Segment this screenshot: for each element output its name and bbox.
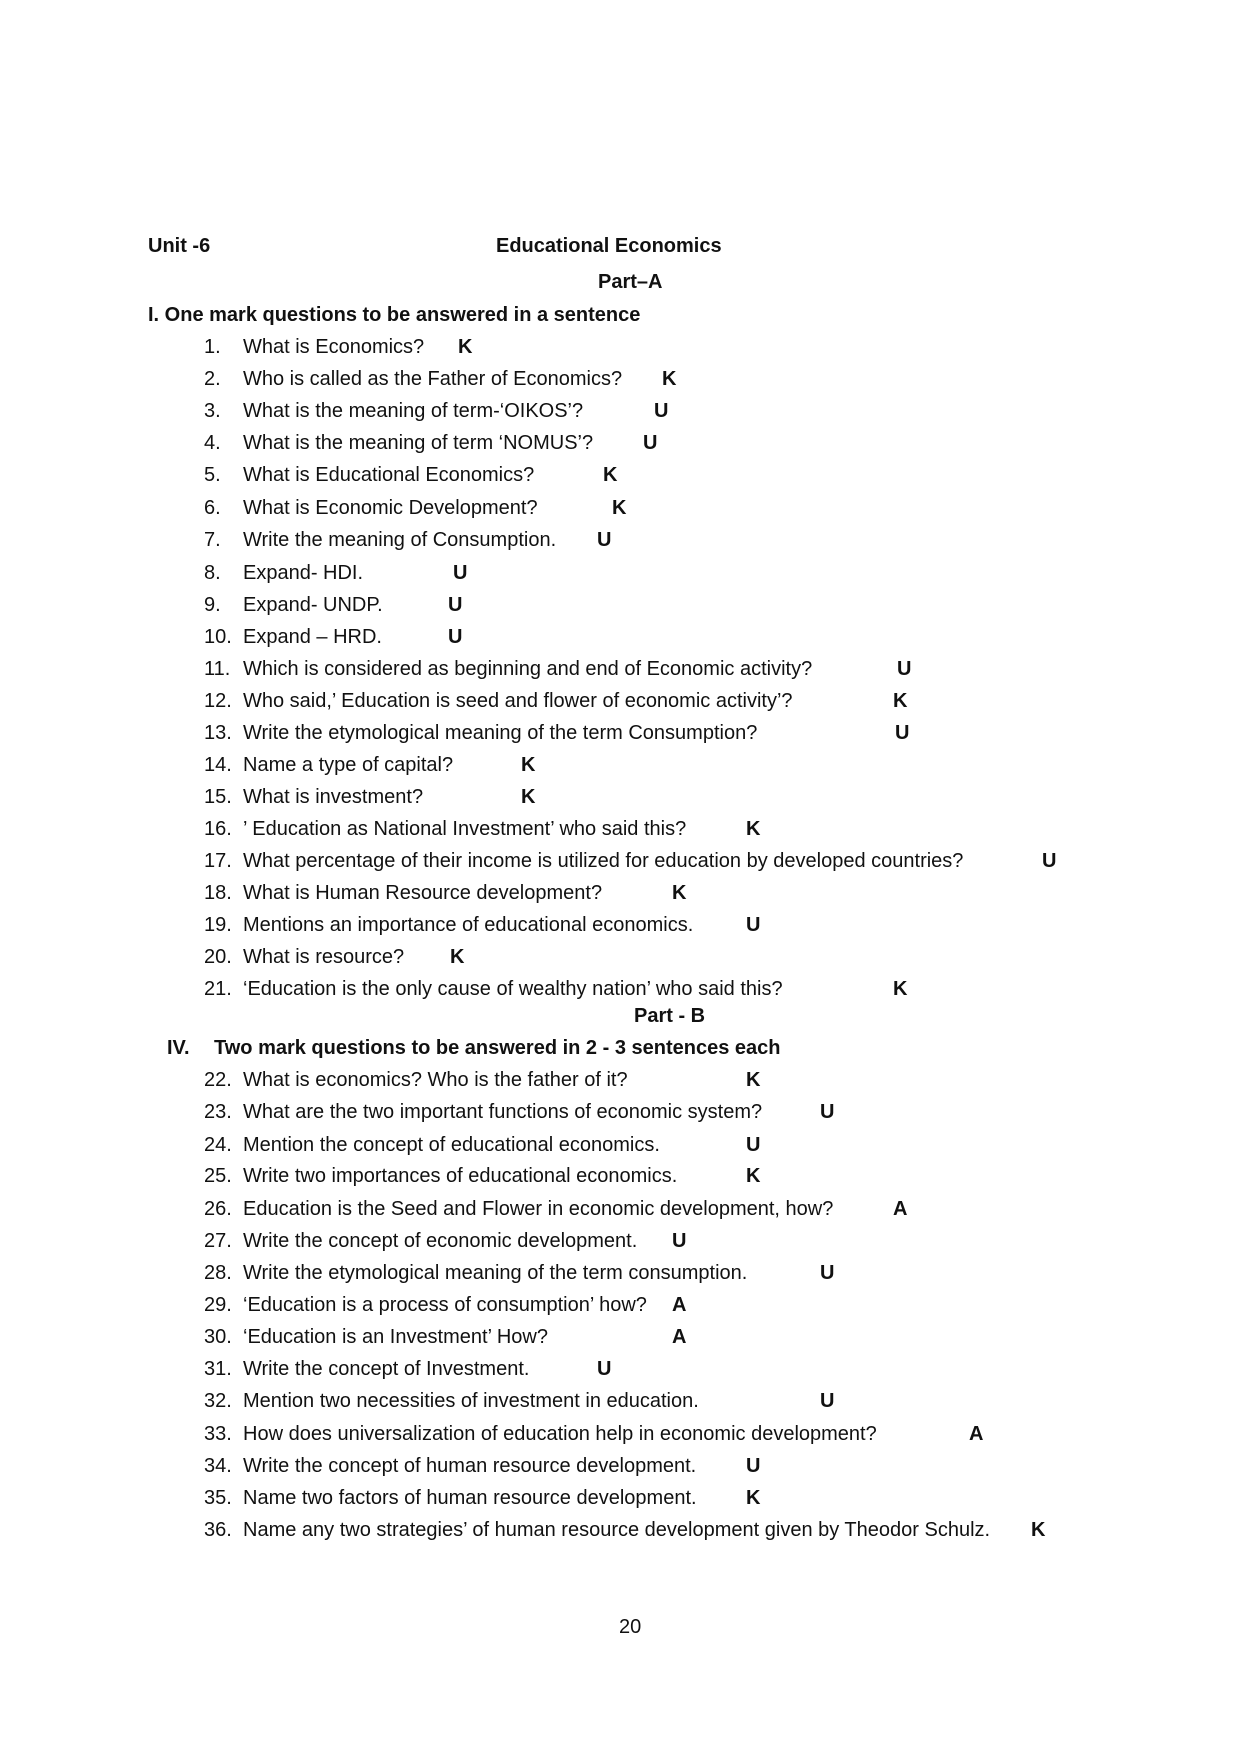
question-text: What is Economic Development?	[243, 497, 538, 519]
question-text: Expand- HDI.	[243, 562, 364, 584]
cognitive-level-marker: K	[746, 818, 761, 840]
question-number: 2.	[204, 368, 221, 390]
cognitive-level-marker: U	[597, 529, 612, 551]
question-number: 24.	[204, 1134, 232, 1156]
question-number: 3.	[204, 400, 221, 422]
cognitive-level-marker: U	[897, 658, 912, 680]
cognitive-level-marker: A	[672, 1326, 687, 1348]
question-number: 13.	[204, 722, 232, 744]
question-text: Write the etymological meaning of the term Consumption?	[243, 722, 758, 744]
question-item	[0, 1325, 1241, 1349]
question-text: Name a type of capital?	[243, 754, 454, 776]
question-item	[0, 561, 1241, 585]
question-item	[0, 367, 1241, 391]
question-text: Expand- UNDP.	[243, 594, 383, 616]
question-number: 12.	[204, 690, 232, 712]
question-text: What is Educational Economics?	[243, 464, 535, 486]
question-item	[0, 1229, 1241, 1253]
question-item	[0, 593, 1241, 617]
question-number: 4.	[204, 432, 221, 454]
question-number: 31.	[204, 1358, 232, 1380]
question-text: What percentage of their income is utilized for education by developed countries?	[243, 850, 964, 872]
cognitive-level-marker: K	[746, 1165, 761, 1187]
question-number: 33.	[204, 1423, 232, 1445]
question-item	[0, 881, 1241, 905]
question-text: What is Human Resource development?	[243, 882, 603, 904]
cognitive-level-marker: U	[1042, 850, 1057, 872]
question-item	[0, 431, 1241, 455]
cognitive-level-marker: U	[746, 914, 761, 936]
question-item	[0, 1133, 1241, 1157]
question-text: What is economics? Who is the father of it?	[243, 1069, 628, 1091]
unit-label: Unit -6	[148, 235, 211, 257]
question-text: How does universalization of education help in economic development?	[243, 1423, 877, 1445]
cognitive-level-marker: U	[643, 432, 658, 454]
question-text: Name two factors of human resource development.	[243, 1487, 697, 1509]
page-number: 20	[619, 1616, 642, 1638]
question-number: 18.	[204, 882, 232, 904]
cognitive-level-marker: A	[893, 1198, 908, 1220]
cognitive-level-marker: U	[672, 1230, 687, 1252]
cognitive-level-marker: U	[597, 1358, 612, 1380]
cognitive-level-marker: K	[521, 786, 536, 808]
part-b-label: Part - B	[634, 1005, 706, 1027]
question-item	[0, 1293, 1241, 1317]
question-number: 25.	[204, 1165, 232, 1187]
question-text: What is investment?	[243, 786, 424, 808]
question-item	[0, 721, 1241, 745]
question-item	[0, 1422, 1241, 1446]
question-item	[0, 785, 1241, 809]
question-number: 30.	[204, 1326, 232, 1348]
question-item	[0, 913, 1241, 937]
part-b-section-number: IV.	[167, 1037, 190, 1059]
question-number: 32.	[204, 1390, 232, 1412]
question-number: 5.	[204, 464, 221, 486]
question-text: Name any two strategies’ of human resource development given by Theodor Schulz.	[243, 1519, 991, 1541]
question-text: What is Economics?	[243, 336, 425, 358]
cognitive-level-marker: A	[969, 1423, 984, 1445]
question-text: What is resource?	[243, 946, 405, 968]
question-text: Write the meaning of Consumption.	[243, 529, 557, 551]
question-item	[0, 817, 1241, 841]
question-text: Which is considered as beginning and end of Economic activity?	[243, 658, 813, 680]
question-number: 20.	[204, 946, 232, 968]
question-text: ‘Education is a process of consumption’ how?	[243, 1294, 647, 1316]
cognitive-level-marker: K	[746, 1069, 761, 1091]
question-item	[0, 945, 1241, 969]
question-number: 28.	[204, 1262, 232, 1284]
question-item	[0, 1357, 1241, 1381]
question-text: What is the meaning of term-‘OIKOS’?	[243, 400, 584, 422]
cognitive-level-marker: K	[521, 754, 536, 776]
question-number: 22.	[204, 1069, 232, 1091]
question-text: Who is called as the Father of Economics?	[243, 368, 623, 390]
question-item	[0, 1486, 1241, 1510]
cognitive-level-marker: K	[458, 336, 473, 358]
question-text: ‘Education is the only cause of wealthy nation’ who said this?	[243, 978, 783, 1000]
question-number: 35.	[204, 1487, 232, 1509]
question-item	[0, 625, 1241, 649]
page-title: Educational Economics	[496, 235, 722, 257]
question-text: ‘Education is an Investment’ How?	[243, 1326, 548, 1348]
cognitive-level-marker: K	[893, 690, 908, 712]
question-item	[0, 689, 1241, 713]
question-number: 17.	[204, 850, 232, 872]
question-item	[0, 1100, 1241, 1124]
question-number: 7.	[204, 529, 221, 551]
question-number: 27.	[204, 1230, 232, 1252]
cognitive-level-marker: U	[453, 562, 468, 584]
cognitive-level-marker: K	[662, 368, 677, 390]
question-text: Write the concept of human resource development.	[243, 1455, 697, 1477]
cognitive-level-marker: K	[672, 882, 687, 904]
part-b-section-heading: Two mark questions to be answered in 2 - 3 sentences each	[214, 1037, 781, 1059]
cognitive-level-marker: U	[448, 626, 463, 648]
cognitive-level-marker: U	[820, 1101, 835, 1123]
question-item	[0, 335, 1241, 359]
question-text: Mentions an importance of educational economics.	[243, 914, 694, 936]
question-text: What are the two important functions of economic system?	[243, 1101, 763, 1123]
part-a-section-heading: I. One mark questions to be answered in a sentence	[148, 304, 641, 326]
cognitive-level-marker: K	[450, 946, 465, 968]
question-number: 10.	[204, 626, 232, 648]
question-number: 29.	[204, 1294, 232, 1316]
question-number: 19.	[204, 914, 232, 936]
question-item	[0, 977, 1241, 1001]
cognitive-level-marker: U	[746, 1134, 761, 1156]
question-item	[0, 1068, 1241, 1092]
cognitive-level-marker: K	[603, 464, 618, 486]
question-number: 6.	[204, 497, 221, 519]
question-item	[0, 657, 1241, 681]
question-text: Who said,’ Education is seed and flower of economic activity’?	[243, 690, 793, 712]
question-text: Write the concept of economic development.	[243, 1230, 638, 1252]
cognitive-level-marker: K	[893, 978, 908, 1000]
question-item	[0, 528, 1241, 552]
question-text: Expand – HRD.	[243, 626, 382, 648]
question-item	[0, 1454, 1241, 1478]
question-item	[0, 1261, 1241, 1285]
cognitive-level-marker: U	[654, 400, 669, 422]
part-a-label: Part–A	[598, 271, 663, 293]
cognitive-level-marker: K	[746, 1487, 761, 1509]
question-item	[0, 496, 1241, 520]
question-number: 26.	[204, 1198, 232, 1220]
question-text: Write the etymological meaning of the term consumption.	[243, 1262, 748, 1284]
question-item	[0, 463, 1241, 487]
question-number: 9.	[204, 594, 221, 616]
question-number: 11.	[204, 658, 231, 680]
question-number: 36.	[204, 1519, 232, 1541]
cognitive-level-marker: U	[746, 1455, 761, 1477]
question-text: Write the concept of Investment.	[243, 1358, 530, 1380]
question-item	[0, 1518, 1241, 1542]
question-text: What is the meaning of term ‘NOMUS’?	[243, 432, 594, 454]
cognitive-level-marker: A	[672, 1294, 687, 1316]
cognitive-level-marker: U	[895, 722, 910, 744]
cognitive-level-marker: U	[820, 1262, 835, 1284]
question-number: 14.	[204, 754, 232, 776]
question-number: 1.	[204, 336, 221, 358]
cognitive-level-marker: K	[1031, 1519, 1046, 1541]
question-item	[0, 849, 1241, 873]
question-item	[0, 753, 1241, 777]
question-text: Education is the Seed and Flower in economic development, how?	[243, 1198, 834, 1220]
question-number: 34.	[204, 1455, 232, 1477]
cognitive-level-marker: K	[612, 497, 627, 519]
question-number: 8.	[204, 562, 221, 584]
question-item	[0, 399, 1241, 423]
question-item	[0, 1164, 1241, 1188]
cognitive-level-marker: U	[448, 594, 463, 616]
question-number: 21.	[204, 978, 232, 1000]
question-number: 15.	[204, 786, 232, 808]
question-item	[0, 1389, 1241, 1413]
question-item	[0, 1197, 1241, 1221]
question-number: 23.	[204, 1101, 232, 1123]
question-text: Write two importances of educational economics.	[243, 1165, 678, 1187]
question-text: Mention two necessities of investment in education.	[243, 1390, 699, 1412]
question-text: ’ Education as National Investment’ who said this?	[243, 818, 687, 840]
cognitive-level-marker: U	[820, 1390, 835, 1412]
question-text: Mention the concept of educational economics.	[243, 1134, 660, 1156]
question-number: 16.	[204, 818, 232, 840]
